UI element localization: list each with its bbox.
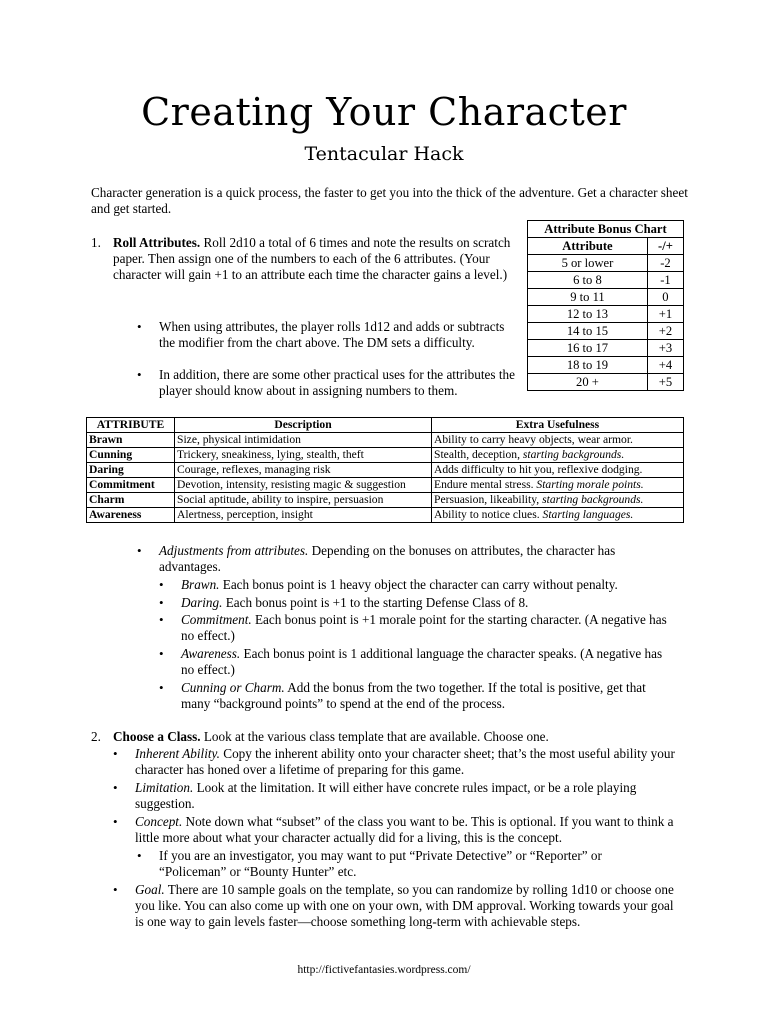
bullet-icon: • bbox=[159, 612, 164, 627]
attr-description: Trickery, sneakiness, lying, stealth, theft bbox=[175, 448, 432, 463]
attr-description: Size, physical intimidation bbox=[175, 433, 432, 448]
step-1-bullet: When using attributes, the player rolls 1d12 and adds or subtracts the modifier from the chart above. The DM sets a difficulty. bbox=[159, 319, 505, 350]
bullet-icon: • bbox=[159, 680, 164, 695]
attr-extra: Adds difficulty to hit you, reflexive dodging. bbox=[432, 463, 684, 478]
bullet-icon: • bbox=[113, 746, 118, 761]
adjustment-item: Awareness. Each bonus point is 1 additional language the character speaks. (A negative has no effect.) bbox=[181, 646, 663, 677]
step-1-bullet: In addition, there are some other practical uses for the attributes the player should know about in assigning numbers to them. bbox=[159, 367, 515, 398]
table-row bbox=[528, 357, 684, 374]
attr-name: Daring bbox=[87, 463, 175, 478]
attr-table-header: Description bbox=[175, 418, 432, 433]
bonus-value: -2 bbox=[647, 255, 683, 272]
bullet-icon: • bbox=[159, 595, 164, 610]
bonus-value: +5 bbox=[647, 374, 683, 391]
class-item: Limitation. Look at the limitation. It will either have concrete rules impact, or be a role playing suggestion. bbox=[135, 780, 637, 811]
bonus-range: 9 to 11 bbox=[528, 289, 648, 306]
adjustment-item: Brawn. Each bonus point is 1 heavy object the character can carry without penalty. bbox=[181, 577, 618, 592]
bonus-range: 20 + bbox=[528, 374, 648, 391]
table-row bbox=[87, 463, 684, 478]
attr-extra: Persuasion, likeability, starting backgrounds. bbox=[432, 493, 684, 508]
attr-description: Devotion, intensity, resisting magic & suggestion bbox=[175, 478, 432, 493]
bonus-chart-header: -/+ bbox=[647, 238, 683, 255]
table-row bbox=[87, 433, 684, 448]
attr-name: Cunning bbox=[87, 448, 175, 463]
attr-extra: Endure mental stress. Starting morale points. bbox=[432, 478, 684, 493]
bonus-chart-header: Attribute bbox=[528, 238, 648, 255]
step-1-body: Roll 2d10 a total of 6 times and note the results on scratch paper. Then assign one of the numbers to each of the 6 attributes. (Your character will gain +1 to an attribute each time the character gains a level.) bbox=[113, 235, 511, 282]
bonus-value: +3 bbox=[647, 340, 683, 357]
bonus-value: +2 bbox=[647, 323, 683, 340]
table-row bbox=[528, 306, 684, 323]
attr-description: Courage, reflexes, managing risk bbox=[175, 463, 432, 478]
bullet-icon: • bbox=[159, 577, 164, 592]
concept-sub-bullet: If you are an investigator, you may want to put “Private Detective” or “Reporter” or “Policeman” or “Bounty Hunter” etc. bbox=[159, 848, 602, 879]
table-row bbox=[528, 323, 684, 340]
attr-extra: Ability to carry heavy objects, wear armor. bbox=[432, 433, 684, 448]
step-2-number: 2. bbox=[91, 729, 101, 744]
page-title: Creating Your Character bbox=[141, 90, 627, 134]
class-item: Inherent Ability. Copy the inherent ability onto your character sheet; that’s the most useful ability your character has honed over a lifetime of preparing for this game. bbox=[135, 746, 675, 777]
class-item: Concept. Note down what “subset” of the class you want to be. This is optional. If you want to think a little more about what your character actually did for a living, this is the concept. bbox=[135, 814, 674, 845]
bullet-icon: • bbox=[137, 367, 142, 382]
attr-name: Brawn bbox=[87, 433, 175, 448]
bonus-value: 0 bbox=[647, 289, 683, 306]
footer-url[interactable]: http://fictivefantasies.wordpress.com/ bbox=[297, 964, 471, 976]
bonus-value: -1 bbox=[647, 272, 683, 289]
table-row bbox=[528, 340, 684, 357]
attr-name: Charm bbox=[87, 493, 175, 508]
step-1-number: 1. bbox=[91, 235, 101, 250]
bonus-range: 16 to 17 bbox=[528, 340, 648, 357]
bonus-value: +1 bbox=[647, 306, 683, 323]
bullet-icon: • bbox=[159, 646, 164, 661]
step-2-text: Choose a Class. Look at the various class template that are available. Choose one. bbox=[113, 729, 549, 744]
adjustment-item: Cunning or Charm. Add the bonus from the two together. If the total is positive, get that many “background points” to spend at the end of the process. bbox=[181, 680, 646, 711]
step-1-text bbox=[113, 235, 518, 283]
step-1-heading: Roll Attributes. bbox=[113, 235, 201, 250]
bonus-range: 12 to 13 bbox=[528, 306, 648, 323]
attr-extra: Stealth, deception, starting backgrounds. bbox=[432, 448, 684, 463]
bullet-icon: • bbox=[137, 848, 142, 863]
intro-paragraph: Character generation is a quick process, the faster to get you into the thick of the adventure. Get a character sheet and get started. bbox=[91, 185, 688, 216]
adjustment-item: Daring. Each bonus point is +1 to the starting Defense Class of 8. bbox=[181, 595, 529, 610]
table-row bbox=[528, 374, 684, 391]
bullet-icon: • bbox=[137, 543, 142, 558]
attr-description: Social aptitude, ability to inspire, persuasion bbox=[175, 493, 432, 508]
adjustments-lead: Adjustments from attributes. Depending on the bonuses on attributes, the character has advantages. bbox=[159, 543, 616, 574]
attr-description: Alertness, perception, insight bbox=[175, 508, 432, 523]
attr-extra: Ability to notice clues. Starting languages. bbox=[432, 508, 684, 523]
page-subtitle: Tentacular Hack bbox=[304, 143, 464, 165]
table-row bbox=[87, 448, 684, 463]
class-item: Goal. There are 10 sample goals on the template, so you can randomize by rolling 1d10 or choose one you like. You can also come up with one on your own, with DM approval. Working towards your goal is one way to gain levels faster—choose something long-term with achievable steps. bbox=[135, 882, 674, 929]
table-row bbox=[528, 255, 684, 272]
bonus-range: 14 to 15 bbox=[528, 323, 648, 340]
adjustment-item: Commitment. Each bonus point is +1 morale point for the starting character. (A negative has no effect.) bbox=[181, 612, 667, 643]
table-row bbox=[87, 478, 684, 493]
bonus-value: +4 bbox=[647, 357, 683, 374]
attribute-bonus-chart bbox=[527, 220, 684, 391]
bullet-icon: • bbox=[113, 780, 118, 795]
attr-name: Commitment bbox=[87, 478, 175, 493]
table-row bbox=[528, 289, 684, 306]
bullet-icon: • bbox=[113, 882, 118, 897]
attribute-table bbox=[86, 417, 684, 523]
attr-name: Awareness bbox=[87, 508, 175, 523]
bonus-range: 5 or lower bbox=[528, 255, 648, 272]
attr-table-header: ATTRIBUTE bbox=[87, 418, 175, 433]
bullet-icon: • bbox=[113, 814, 118, 829]
table-row bbox=[528, 272, 684, 289]
table-row bbox=[87, 508, 684, 523]
step-2-heading: Choose a Class. bbox=[113, 729, 201, 744]
bullet-icon: • bbox=[137, 319, 142, 334]
bonus-range: 6 to 8 bbox=[528, 272, 648, 289]
attr-table-header: Extra Usefulness bbox=[432, 418, 684, 433]
bonus-chart-title: Attribute Bonus Chart bbox=[528, 221, 684, 238]
table-row bbox=[87, 493, 684, 508]
bonus-range: 18 to 19 bbox=[528, 357, 648, 374]
